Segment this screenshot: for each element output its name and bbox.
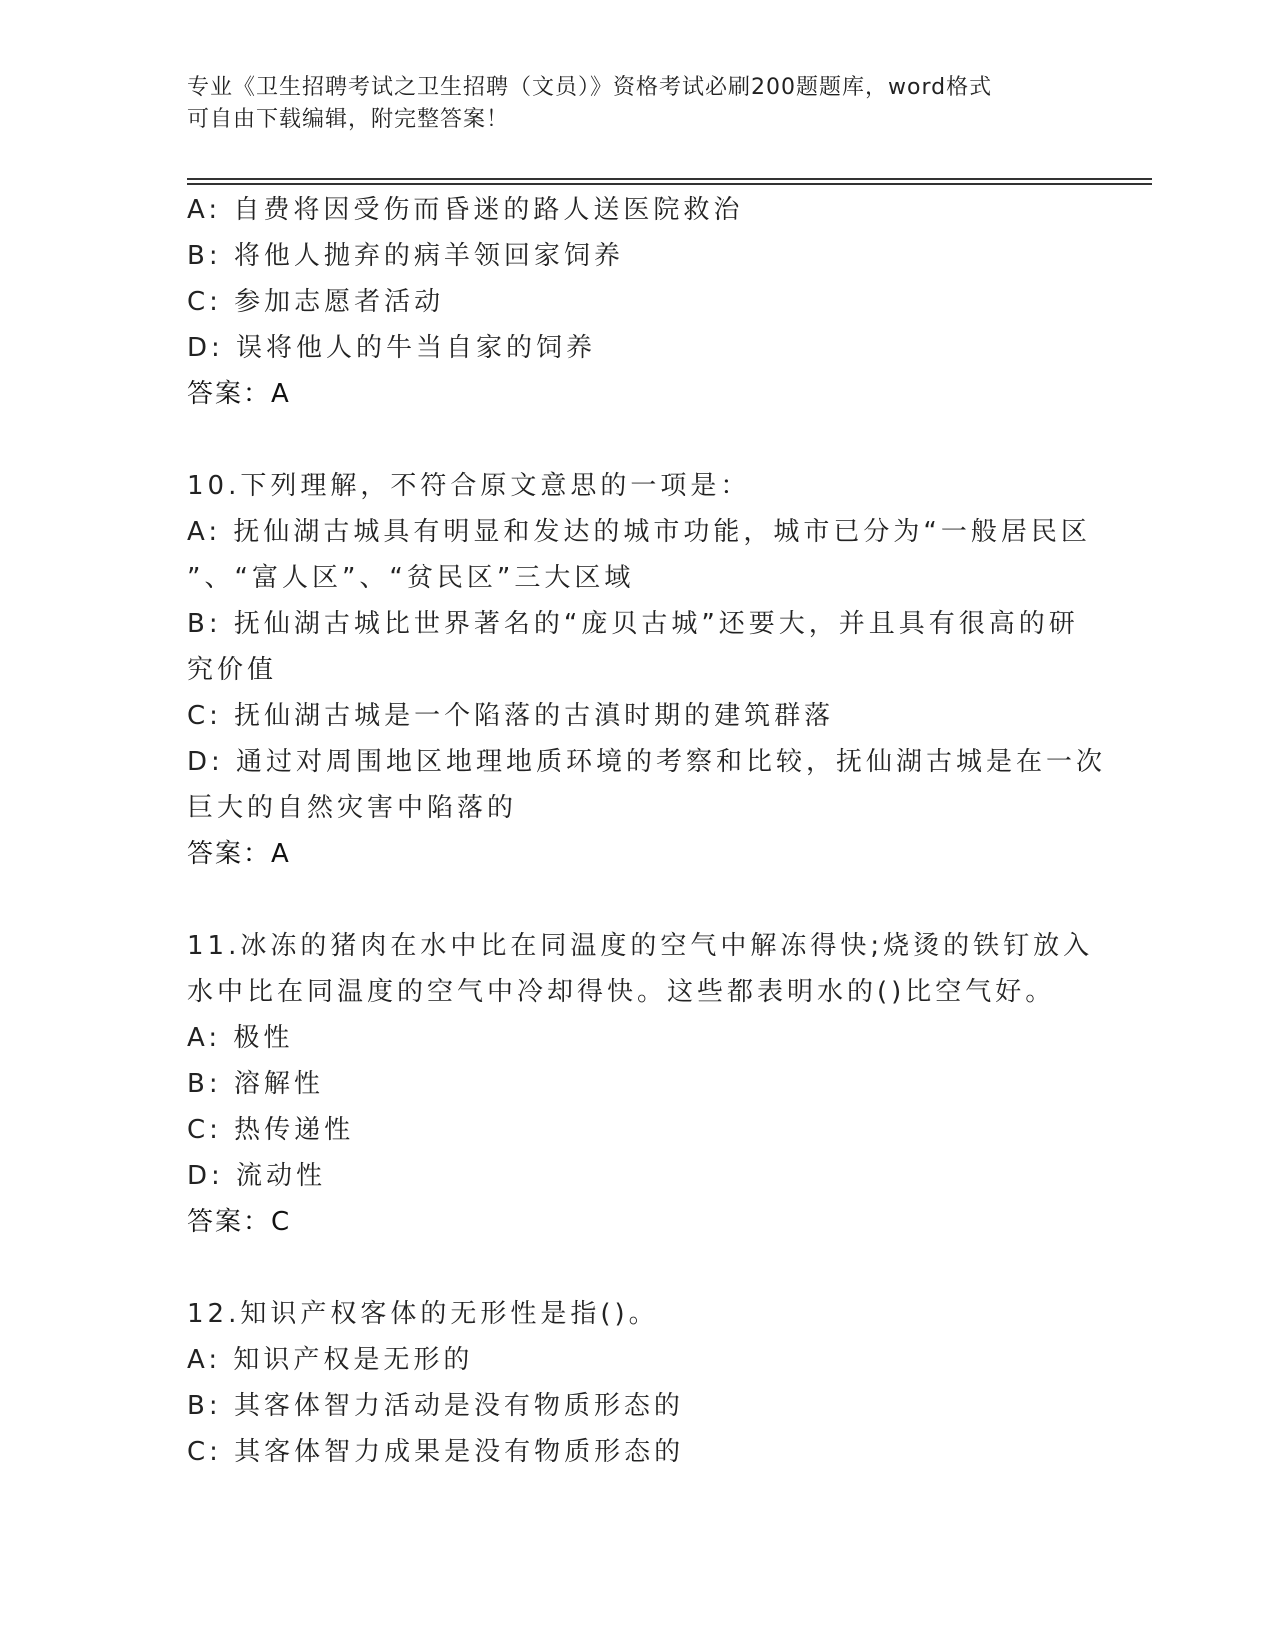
option-b: B: 其客体智力活动是没有物质形态的 [187,1391,684,1421]
answer-label: 答案：A [187,379,291,409]
question-text-continued: 水中比在同温度的空气中冷却得快。这些都表明水的()比空气好。 [187,977,1056,1007]
option-a-continued: ”、“富人区”、“贫民区”三大区域 [187,563,635,593]
header-divider-bottom [187,183,1152,185]
option-b: B: 抚仙湖古城比世界著名的“庞贝古城”还要大，并且具有很高的研 [187,609,1079,639]
answer-label: 答案：A [187,839,291,869]
spacer [187,877,1087,923]
option-a: A: 自费将因受伤而昏迷的路人送医院救治 [187,195,744,225]
document-header [187,72,1087,136]
option-d-continued: 巨大的自然灾害中陷落的 [187,793,518,823]
option-a: A: 极性 [187,1023,294,1053]
option-c: C: 热传递性 [187,1115,355,1145]
question-text: 11.冰冻的猪肉在水中比在同温度的空气中解冻得快;烧烫的铁钉放入 [187,931,1094,961]
spacer [187,1245,1087,1291]
question-10 [187,463,1107,877]
question-11 [187,923,1094,1245]
option-c: C: 其客体智力成果是没有物质形态的 [187,1437,685,1467]
option-d: D: 通过对周围地区地理地质环境的考察和比较，抚仙湖古城是在一次 [187,747,1107,777]
question-list [187,187,1107,1475]
option-b: B: 将他人抛弃的病羊领回家饲养 [187,241,624,271]
header-line-2: 可自由下载编辑，附完整答案！ [187,107,510,132]
spacer [187,417,1087,463]
option-b: B: 溶解性 [187,1069,324,1099]
option-a: A: 知识产权是无形的 [187,1345,474,1375]
option-d: D: 误将他人的牛当自家的饲养 [187,333,597,363]
question-text: 10.下列理解，不符合原文意思的一项是： [187,471,751,501]
question-12 [187,1291,1087,1475]
option-d: D: 流动性 [187,1161,327,1191]
answer-label: 答案：C [187,1207,292,1237]
question-text: 12.知识产权客体的无形性是指()。 [187,1299,659,1329]
header-divider-top [187,178,1152,180]
header-line-1: 专业《卫生招聘考试之卫生招聘（文员）》资格考试必刷200题题库，word格式 [187,75,993,100]
option-b-continued: 究价值 [187,655,278,685]
option-c: C: 抚仙湖古城是一个陷落的古滇时期的建筑群落 [187,701,835,731]
option-a: A: 抚仙湖古城具有明显和发达的城市功能，城市已分为“一般居民区 [187,517,1091,547]
question-9 [187,187,1087,417]
option-c: C: 参加志愿者活动 [187,287,445,317]
